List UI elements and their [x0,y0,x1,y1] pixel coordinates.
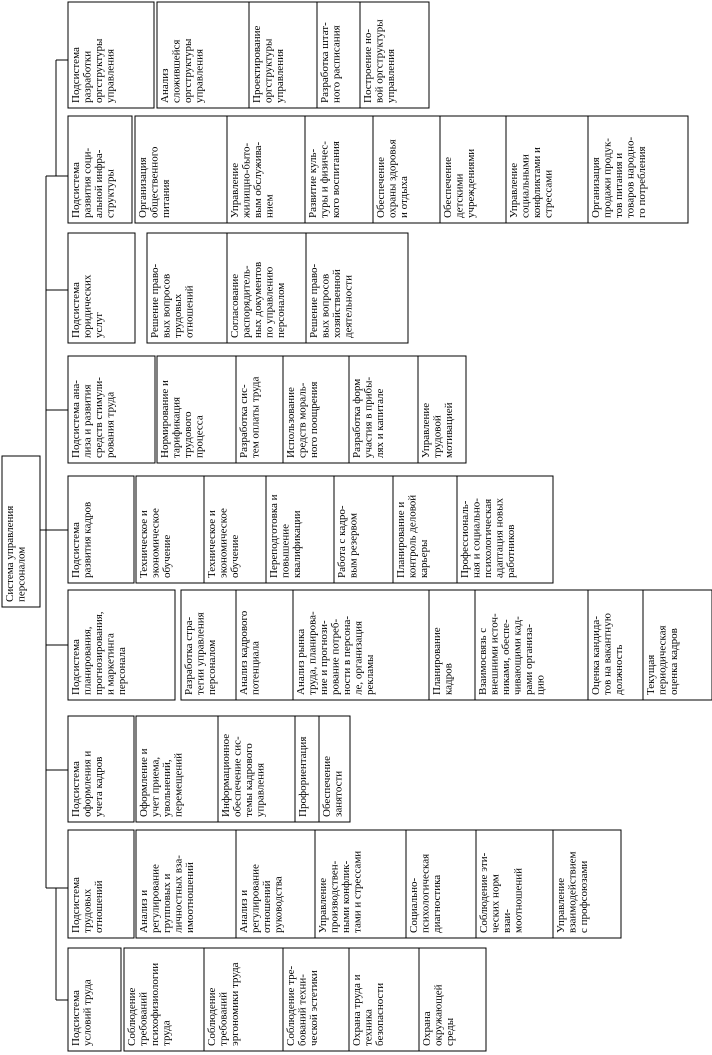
function-label-line: учреждениями [465,148,477,218]
function-label-line: Профессиональ- [459,500,471,578]
function-label-line: обеспечение сис- [231,736,244,817]
function-label-line: цию [534,675,547,695]
function-label-line: Обеспечение [375,157,387,218]
function-label-line: персоналом [275,282,287,338]
function-label-line: Охрана труда и [351,974,363,1046]
function-label-line: Работа с кадро- [336,505,348,578]
function-box [360,2,429,108]
function-label-line: должность [613,644,625,695]
function-box [317,2,360,108]
function-box [475,590,588,700]
function-label-line: экономическое [217,508,230,578]
function-label-line: квалификации [291,510,303,578]
function-label-line: эргономики труда [229,962,241,1046]
function-box [136,476,204,583]
function-label-line: требований [217,991,230,1046]
function-box [588,116,688,223]
function-label-line: Согласование [229,273,241,338]
function-box [135,116,227,223]
function-label-line: перемещений [172,752,185,817]
subsystem-infra [68,116,688,223]
function-label-line: Разработка стра- [183,616,195,695]
function-label-line: деятельности [342,275,355,338]
subsystem-org [68,2,429,108]
function-box [418,356,466,463]
function-label-line: Организация [137,157,149,218]
function-label-line: жилищно-быто- [240,142,253,218]
subsystem-title-line: Подсистема [70,162,82,218]
function-label-line: трудовой [431,415,444,458]
function-label-line: внешними источ- [488,613,501,695]
subsystem-title-line: средств стимули- [93,377,105,458]
function-label-line: среды [444,1017,456,1046]
subsystem-legal [68,233,408,343]
function-label-line: туры и физичес- [318,141,331,218]
function-label-line: трудового [182,411,194,458]
function-box [440,116,506,223]
function-label-line: взаи- [501,909,513,933]
function-label-line: оргструктуры [182,38,194,103]
function-box [419,948,486,1051]
function-label-line: продажи продук- [601,138,614,218]
function-label-line: управления [274,48,286,103]
function-label-line: ческой эстетики [308,970,320,1046]
function-label-line: Решение право- [308,263,320,338]
subsystem-title-line: и маркетинга [104,633,117,695]
function-label-line: оргструктуры [262,38,275,103]
function-box [236,356,283,463]
function-box [349,356,418,463]
function-label-line: Анализ [159,68,171,103]
subsystem-title-line: разработки [81,50,94,103]
function-label-line: тов питания и [613,152,625,218]
function-label-line: Разработка форм [351,378,363,458]
function-label-line: адаптация новых [493,498,506,578]
function-label-line: Соблюдение тре- [285,965,297,1046]
subsystem-title-line: альной инфра- [93,149,105,218]
function-label-line: го потребления [636,146,648,218]
subsystem-conditions [68,948,486,1051]
function-label-line: регулирование [249,864,262,933]
function-label-line: Управление [229,162,241,218]
subsystem-title-line: Подсистема [70,877,82,933]
function-label-line: Информационное [220,733,232,817]
function-label-line: труда [160,1020,173,1046]
function-label-line: и отдыха [398,176,410,218]
function-label-line: тегии управления [194,612,207,695]
function-label-line: вым резервом [347,513,360,578]
function-label-line: экономическое [149,508,162,578]
function-label-line: мотивацией [443,402,455,458]
function-label-line: требований [137,991,150,1046]
function-label-line: увольнений, [161,759,173,817]
subsystem-title-line: оргструктуры [93,38,105,103]
function-label-line: распорядитель- [240,265,253,338]
function-label-line: управления [193,48,206,103]
function-box [349,948,419,1051]
function-label-line: Техническое и [206,510,218,578]
function-label-line: групповых и [161,873,173,933]
function-label-line: Разработка штат- [319,22,331,103]
subsystem-title-line: оформления и [81,750,94,817]
function-box [334,476,393,583]
function-label-line: Охрана [421,1011,433,1046]
function-label-line: конфликтами и [531,147,543,218]
function-box [136,716,218,822]
function-label-line: труда, планирова- [306,611,319,695]
function-box [227,233,306,343]
function-label-line: Планирование и [395,501,407,578]
function-label-line: участия в прибы- [362,376,375,458]
function-box [393,476,457,583]
function-label [297,737,309,817]
function-label-line: тов на вакантную [601,613,614,695]
connector-lines [40,60,68,1000]
function-label-line: Соблюдение [126,987,138,1046]
function-box [406,830,476,938]
function-label-line: социальными [519,154,532,218]
function-box [249,2,317,108]
function-label-line: хозяйственной [331,269,343,338]
function-box [553,830,621,938]
function-box [283,356,349,463]
subsystem-title-line: Подсистема [70,639,82,695]
subsystem-title-line: юридических [81,274,94,338]
root-title-line: Система управления [4,505,16,602]
function-label-line: Анализ и [138,889,150,933]
function-label-line: товаров народно- [624,136,637,218]
function-box [643,590,712,700]
function-label-line: работников [505,524,517,578]
function-label-line: управления [385,48,397,103]
subsystem-title-line: прогнозирования, [93,611,105,695]
function-label-line: Переподготовка и [268,494,280,578]
subsystem-plan [68,590,712,700]
function-label-line: рование потреб- [329,618,342,695]
subsystem-title-line: учета кадров [93,756,105,817]
function-label-line: периодическая [656,625,669,695]
function-label [307,141,342,218]
function-label-line: Организация [590,157,602,218]
function-label-line: Управление [420,402,432,458]
function-label-line: лях и капитале [374,388,386,458]
function-label-line: Обеспечение [442,157,454,218]
function-label-line: Развитие куль- [307,148,319,218]
subsystem-title-line: Подсистема [70,47,82,103]
function-label-line: Управление [555,877,567,933]
function-box [147,233,227,343]
function-label-line: производствен- [328,860,341,933]
function-label-line: рекламы [364,654,376,695]
function-label-line: рами организа- [523,623,535,695]
function-label [285,965,320,1046]
function-box [157,2,249,108]
function-box [506,116,588,223]
function-label-line: отношений [261,880,273,933]
function-box [457,476,553,583]
subsystem-records [68,716,350,822]
subsystem-title-line: условий труда [81,979,94,1046]
function-label-line: руководства [272,876,285,933]
function-box [283,948,349,1051]
function-label-line: Оформление и [138,748,150,817]
function-label-line: техника [362,1009,375,1046]
function-label-line: моотношений [512,867,525,933]
function-label-line: вых вопросов [160,273,173,338]
function-box [157,356,236,463]
subsystem-title-line: Подсистема [70,522,82,578]
function-box [236,590,293,700]
subsystem-labour [68,830,621,938]
subsystem-stimul [68,356,466,463]
function-label-line: окружающей [432,984,445,1046]
function-label-line: Текущая [645,654,657,695]
function-label-line: Соблюдение эти- [478,852,490,933]
function-box [429,590,475,700]
function-label-line: личностных вза- [172,855,185,933]
function-label-line: кого воспитания [330,141,342,218]
function-label-line: Решение право- [149,263,161,338]
function-label [319,22,343,103]
function-box [315,830,406,938]
function-label-line: Анализ рынка [295,628,307,695]
function-label-line: вых вопросов [319,273,332,338]
function-box [588,590,643,700]
function-label-line: Планирование [431,627,443,695]
function-label-line: ного расписания [330,25,343,103]
function-label-line: вым обслужива- [252,141,264,218]
function-box [295,716,319,822]
function-label-line: психофизиологии [149,962,161,1046]
function-label-line: ными конфлик- [340,860,352,933]
function-label [351,376,386,458]
function-label-line: детскими [453,173,466,218]
function-box [236,830,315,938]
function-label-line: Анализ кадрового [238,610,250,695]
subsystem-title-line: персонала [116,647,128,695]
function-label-line: средств мораль- [296,382,309,458]
function-box [181,590,236,700]
function-label-line: регулирование [149,864,162,933]
function-box [373,116,440,223]
function-label-line: безопасности [374,982,386,1046]
function-label-line: Техническое и [138,510,150,578]
function-label-line: чивающими кад- [511,616,524,695]
function-label-line: карьеры [418,539,430,578]
function-label-line: никами, обеспе- [500,619,512,695]
function-label-line: процесса [193,415,206,458]
subsystem-title-line: развития кадров [81,501,94,578]
function-label-line: повышение [279,524,292,578]
function-label [295,611,376,695]
function-label-line: Оценка кандида- [590,616,602,695]
subsystem-title-line: Подсистема [70,761,82,817]
function-label-line: Анализ и [238,889,250,933]
function-box [266,476,334,583]
function-label-line: по управлению [263,266,276,338]
function-label-line: Управление [508,162,520,218]
function-label-line: тем оплаты труда [249,376,262,458]
function-box [227,116,305,223]
function-label-line: бований техни- [296,974,309,1046]
function-label-line: персоналом [206,639,218,695]
function-label-line: Разработка сис- [238,384,250,458]
function-label-line: питания [160,179,172,218]
function-label [285,382,320,458]
function-box [305,116,373,223]
function-label-line: ная и социально- [470,498,483,578]
function-label-line: Профориентация [297,736,309,817]
function-label-line: ние и прогнози- [318,620,330,695]
function-label-line: нием [263,194,276,218]
function-box [319,716,350,822]
function-box [204,948,283,1051]
function-label-line: кадров [442,663,455,695]
function-box [476,830,553,938]
subsystem-title-line: Подсистема [70,282,82,338]
function-label-line: имоотношений [184,862,196,933]
subsystem-title-line: Подсистема [70,990,82,1046]
function-label-line: Взаимосвязь с [477,627,489,695]
function-label-line: психологическая [419,853,432,933]
function-label-line: общественного [148,146,161,218]
function-label-line: Управление [317,877,329,933]
function-label-line: оценка кадров [668,628,680,695]
function-label [336,505,360,578]
function-label-line: ных документов [252,261,264,338]
function-label-line: сложившейся [170,39,183,103]
function-label-line: темы кадрового [243,743,255,817]
function-label-line: занятости [332,770,345,817]
function-box [204,476,266,583]
function-label-line: управления [254,762,267,817]
function-label-line: взаимодействием [566,851,579,933]
function-label-line: Проектирование [251,25,263,103]
subsystem-title-line: планирования, [81,626,94,695]
function-label-line: с профсоюзами [578,860,590,933]
function-label-line: Построение но- [362,28,374,103]
function-box [306,233,408,343]
function-label-line: контроль деловой [406,494,419,578]
function-box [136,830,236,938]
function-label-line: тарификация [170,396,183,458]
function-label-line: психологическая [482,498,494,578]
function-label-line: Использование [285,387,297,458]
function-label-line: ности в персона- [341,615,353,695]
subsystem-develop [68,476,553,583]
root-box [2,456,40,607]
root-title-line: персоналом [15,546,28,602]
function-label-line: ного поощрения [308,381,320,458]
function-label-line: обучение [161,534,173,578]
subsystem-title-line: развития соци- [81,147,94,218]
function-label-line: обучение [229,534,241,578]
function-label-line: стрессами [542,169,555,218]
function-label-line: вой оргструктуры [373,19,386,103]
function-box [124,948,204,1051]
function-label-line: охраны здоровья [386,139,399,218]
function-label [138,748,185,817]
subsystem-title-line: рования труда [104,391,117,458]
subsystem-title-line: трудовых [81,888,94,933]
subsystem-title-line: структуры [104,169,117,218]
function-box [293,590,429,700]
function-label-line: Соблюдение [206,987,218,1046]
function-label-line: тами и стрессами [351,850,364,933]
function-label-line: диагностика [431,874,443,933]
function-label-line: Нормирование и [159,380,171,458]
subsystem-title-line: отношений [93,880,105,933]
function-label-line: учет приема, [149,756,162,817]
subsystem-title-line: услуг [93,312,105,338]
function-label-line: Обеспечение [321,756,333,817]
subsystem-title-line: лиза и развития [81,384,94,458]
function-label-line: трудовых [172,293,184,338]
function-label-line: ле, организация [352,620,365,695]
subsystem-title-line: управления [104,48,117,103]
function-label-line: Социально- [408,877,420,933]
function-box [218,716,295,822]
function-label-line: потенциала [249,641,262,695]
subsystem-title-line: Подсистема ана- [70,380,82,458]
function-label-line: отношений [183,285,196,338]
function-label [238,376,262,458]
function-label-line: ческих норм [489,874,502,933]
